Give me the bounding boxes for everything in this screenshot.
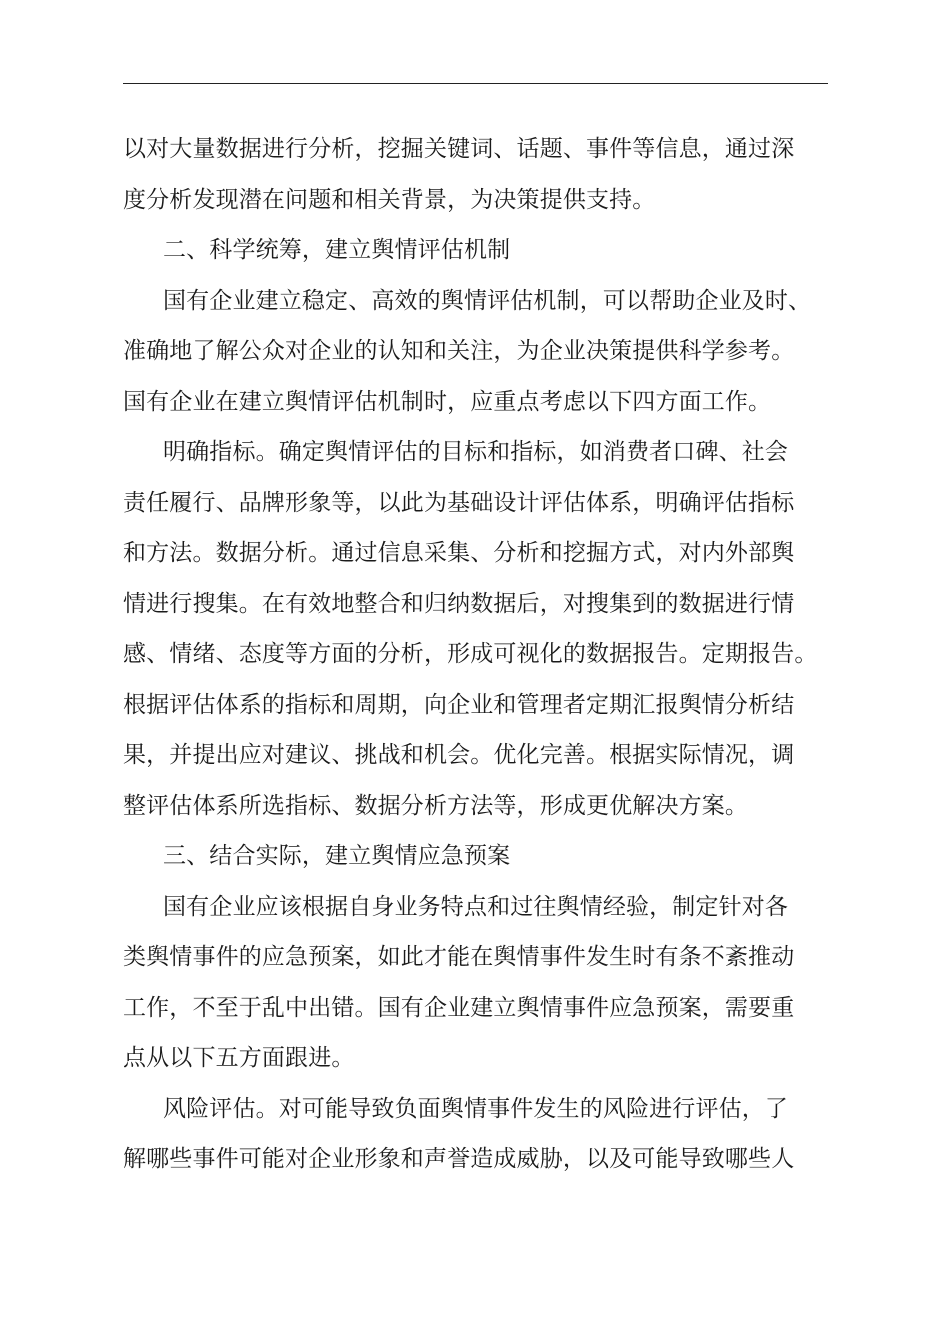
text-line: 明确指标。确定舆情评估的目标和指标，如消费者口碑、社会 — [163, 439, 789, 465]
text-line: 国有企业建立稳定、高效的舆情评估机制，可以帮助企业及时、 — [163, 287, 812, 314]
text-line: 类舆情事件的应急预案，如此才能在舆情事件发生时有条不紊推动 — [123, 944, 795, 970]
text-line: 度分析发现潜在问题和相关背景，为决策提供支持。 — [123, 186, 656, 213]
text-line: 和方法。数据分析。通过信息采集、分析和挖掘方式，对内外部舆 — [123, 540, 795, 566]
text-line: 以对大量数据进行分析，挖掘关键词、话题、事件等信息，通过深 — [123, 136, 795, 162]
text-line: 工作，不至于乱中出错。国有企业建立舆情事件应急预案，需要重 — [123, 994, 795, 1021]
text-line: 果，并提出应对建议、挑战和机会。优化完善。根据实际情况，调 — [123, 742, 795, 768]
text-line: 国有企业在建立舆情评估机制时，应重点考虑以下四方面工作。 — [123, 388, 772, 415]
section-heading-2: 二、科学统筹，建立舆情评估机制 — [163, 237, 511, 263]
text-line: 责任履行、品牌形象等，以此为基础设计评估体系，明确评估指标 — [123, 489, 795, 516]
text-line: 整评估体系所选指标、数据分析方法等，形成更优解决方案。 — [123, 792, 749, 819]
text-line: 风险评估。对可能导致负面舆情事件发生的风险进行评估，了 — [163, 1095, 789, 1122]
text-line: 准确地了解公众对企业的认知和关注，为企业决策提供科学参考。 — [123, 338, 795, 364]
text-line: 国有企业应该根据自身业务特点和过往舆情经验，制定针对各 — [163, 893, 789, 920]
text-line: 情进行搜集。在有效地整合和归纳数据后，对搜集到的数据进行情 — [123, 590, 795, 617]
text-line: 解哪些事件可能对企业形象和声誉造成威胁，以及可能导致哪些人 — [123, 1146, 795, 1172]
document-body — [123, 124, 835, 1185]
header-rule — [123, 83, 828, 84]
text-line: 点从以下五方面跟进。 — [123, 1045, 355, 1071]
text-line: 感、情绪、态度等方面的分析，形成可视化的数据报告。定期报告。 — [123, 641, 818, 667]
text-line: 根据评估体系的指标和周期，向企业和管理者定期汇报舆情分析结 — [123, 691, 795, 718]
section-heading-3: 三、结合实际，建立舆情应急预案 — [163, 843, 511, 869]
